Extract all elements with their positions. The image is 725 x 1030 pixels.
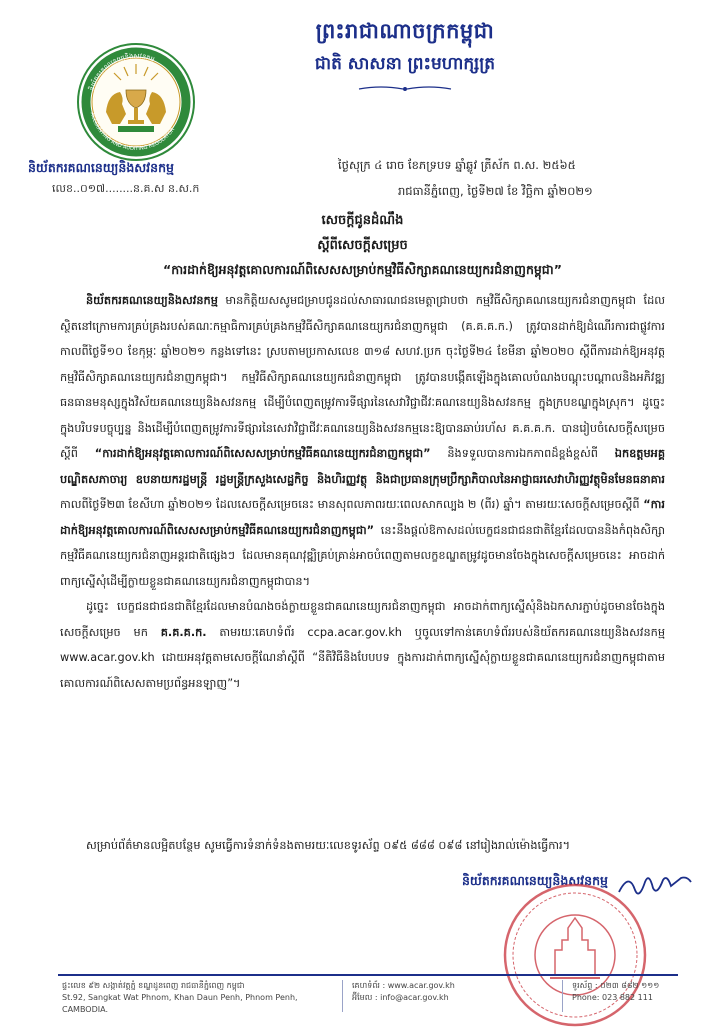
footer-web — [352, 980, 552, 1004]
approver-title: ឯកឧត្តមអគ្គបណ្ឌិតសភាចារ្យ ឧបនាយករដ្ឋមន្ត្រី រដ្ឋមន្ត្រីក្រសួងសេដ្ឋកិច្ច និងហិរញ្ញវត្ថុ និងជាប្រធានក្រុមប្រឹក្សាភិបាលនៃអាជ្ញាធរសេវាហិរញ្ញវត្ថុមិនមែនធនាគារ — [60, 447, 665, 486]
organization-name: និយ័តករគណនេយ្យនិងសវនកម្ម — [28, 160, 174, 175]
ornament-divider — [357, 85, 453, 93]
decision-title-inline: “ការដាក់ឱ្យអនុវត្តគោលការណ៍ពិសេសសម្រាប់កម្មវិធីគណនេយ្យករជំនាញកម្ពុជា” — [94, 447, 431, 460]
svg-text:ACCOUNTING AND AUDITING REGULA: ACCOUNTING AND AUDITING REGULATOR — [88, 111, 177, 153]
signature-organization: និយ័តករគណនេយ្យនិងសវនកម្ម — [462, 873, 608, 888]
footer-separator — [562, 980, 563, 1012]
notice-titles — [0, 212, 725, 281]
lunar-date: ថ្ងៃសុក្រ ៤ រោច ខែភទ្របទ ឆ្នាំឆ្លូវ ត្រីស័ក ព.ស. ២៥៦៥ — [338, 158, 576, 172]
notice-subtitle: ស្តីពីសេចក្តីសម្រេច — [317, 238, 408, 253]
national-motto: ជាតិ សាសនា ព្រះមហាក្សត្រ — [314, 54, 496, 74]
official-stamp — [500, 880, 650, 1030]
footer-phone: ទូរស័ព្ទ : ០២៣ ៨៨២ ១១១ Phone: 023 882 111 — [572, 981, 660, 1002]
org-name-inline: និយ័តករគណនេយ្យនិងសវនកម្ម — [86, 294, 218, 307]
acar-seal-logo — [76, 42, 196, 162]
paragraph-2: ដូច្នេះ បេក្ខជនជាជនជាតិខ្មែរដែលមានបំណងចង់ក្លាយខ្លួនជាគណនេយ្យករជំនាញកម្ពុជា អាចដាក់ពាក្យស្នើសុំនិងឯកសារភ្ជាប់ដូចមានចែងក្នុងសេចក្តីសម្រេច មក គ.គ.គ.ក. តាមរយៈគេហទំព័រ ccpa.acar.gov.kh ឬចូលទៅកាន់គេហទំព័ររបស់និយ័តករគណនេយ្យនិងសវនកម្ម www.acar.gov.kh ដោយអនុវត្តតាមសេចក្តីណែនាំស្តីពី “នីតិវិធីនិងបែបបទ ក្នុងការដាក់ពាក្យស្នើសុំក្លាយខ្លួនជាគណនេយ្យករជំនាញកម្ពុជាតាមគោលការណ៍ពិសេសតាមប្រព័ន្ធអនឡាញ”។ — [60, 600, 665, 690]
reference-number: លេខ..០១៧........ន.គ.ស ន.ស.ក — [52, 182, 200, 195]
footer-divider — [58, 974, 678, 976]
website-link[interactable]: គេហទំព័រ : www.acar.gov.kh — [352, 981, 455, 990]
notice-body — [60, 288, 665, 696]
footer-address: ផ្ទះលេខ ៩២ សង្កាត់វត្តភ្នំ ខណ្ឌដូនពេញ រាជធានីភ្នំពេញ កម្ពុជា St.92, Sangkat Wat Phnom, Khan Daun Penh, Phnom Penh, CAMBODIA. — [62, 981, 298, 1014]
email-link[interactable]: អ៊ីមែល : info@acar.gov.kh — [352, 993, 449, 1002]
paragraph-1: និយ័តករគណនេយ្យនិងសវនកម្ម មានកិត្តិយសសូមជម្រាបជូនដល់សាធារណជនមេត្តាជ្រាបថា កម្មវិធីសិក្សាគណនេយ្យករជំនាញកម្ពុជា ដែលស្ថិតនៅក្រោមការគ្រប់គ្រងរបស់គណៈកម្មាធិការគ្រប់គ្រងកម្មវិធីសិក្សាគណនេយ្យករជំនាញកម្ពុជា (គ.គ.គ.ក.) ត្រូវបានដាក់ឱ្យដំណើរការជាផ្លូវការ កាលពីថ្ងៃទី១០ ខែកុម្ភៈ ឆ្នាំ២០២១ កន្លងទៅនេះ ស្របតាមប្រកាសលេខ ៣១៨ សហវ.ប្រក ចុះថ្ងៃទី២៤ ខែមីនា ឆ្នាំ២០២០ ស្តីពីការដាក់ឱ្យអនុវត្តកម្មវិធីសិក្សាគណនេយ្យករជំនាញកម្ពុជា។ កម្មវិធីសិក្សាគណនេយ្យករជំនាញកម្ពុជា ត្រូវបានបង្កើតឡើងក្នុងគោលបំណងបណ្តុះបណ្តាលនិងអភិវឌ្ឍធនធានមនុស្សក្នុងវិស័យគណនេយ្យនិងសវនកម្ម ដើម្បីបំពេញតម្រូវការទីផ្សារនៃសេវាវិជ្ជាជីវៈគណនេយ្យនិងសវនកម្ម ក្នុងក្របខណ្ឌក្នុងស្រុក។ ដូច្នេះ ក្នុងបរិបទបច្ចុប្បន្ន និងដើម្បីបំពេញតម្រូវការទីផ្សារនៃសេវាវិជ្ជាជីវៈគណនេយ្យនិងសវនកម្មនេះឱ្យបានឆាប់រហ័ស គ.គ.គ.ក. បានរៀបចំសេចក្តីសម្រេចស្តីពី “ការដាក់ឱ្យអនុវត្តគោលការណ៍ពិសេសសម្រាប់កម្មវិធីគណនេយ្យករជំនាញកម្ពុជា” និងទទួលបានការឯកភាពដ៏ខ្ពង់ខ្ពស់ពី ឯកឧត្តមអគ្គបណ្ឌិតសភាចារ្យ ឧបនាយករដ្ឋមន្ត្រី រដ្ឋមន្ត្រីក្រសួងសេដ្ឋកិច្ច និងហិរញ្ញវត្ថុ និងជាប្រធានក្រុមប្រឹក្សាភិបាលនៃអាជ្ញាធរសេវាហិរញ្ញវត្ថុមិនមែនធនាគារ កាលពីថ្ងៃទី២៣ ខែសីហា ឆ្នាំ២០២១ ដែលសេចក្តីសម្រេចនេះ មានសុពលភាពរយៈពេលសាកល្បង ២ (ពីរ) ឆ្នាំ។ តាមរយៈសេចក្តីសម្រេចស្តីពី “ការដាក់ឱ្យអនុវត្តគោលការណ៍ពិសេសសម្រាប់កម្មវិធីគណនេយ្យករជំនាញកម្ពុជា” នេះនឹងផ្តល់ឱកាសដល់បេក្ខជនជាជនជាតិខ្មែរដែលបាននិងកំពុងសិក្សាកម្មវិធីគណនេយ្យករជំនាញអន្តរជាតិផ្សេងៗ ដែលមានគុណវុឌ្ឍិគ្រប់គ្រាន់អាចបំពេញតាមលក្ខខណ្ឌតម្រូវដូចមានចែងក្នុងសេចក្តីសម្រេចនេះ អាចដាក់ពាក្យស្នើសុំដើម្បីក្លាយខ្លួនជាគណនេយ្យករជំនាញកម្ពុជាបាន។ — [60, 294, 665, 588]
kingdom-header — [230, 18, 580, 97]
kingdom-title: ព្រះរាជាណាចក្រកម្ពុជា — [315, 18, 495, 43]
footer-separator — [342, 980, 343, 1012]
contact-info: សម្រាប់ព័ត៌មានលម្អិតបន្ថែម សូមធ្វើការទំនាក់ទំនងតាមរយៈលេខទូរស័ព្ទ ០៩៥ ៨៨៨ ០៩៨ នៅរៀងរាល់ម៉ោងធ្វើការ។ — [86, 839, 571, 852]
svg-text:និយ័តករគណនេយ្យនិងសវនកម្ម: និយ័តករគណនេយ្យនិងសវនកម្ម — [87, 51, 156, 92]
decision-title-inline-2: “ការដាក់ឱ្យអនុវត្តគោលការណ៍ពិសេសសម្រាប់កម្មវិធីគណនេយ្យករជំនាញកម្ពុជា” — [60, 498, 665, 537]
solar-date: រាជធានីភ្នំពេញ, ថ្ងៃទី២៧ ខែ វិច្ឆិកា ឆ្នាំ២០២១ — [398, 184, 593, 198]
decision-title: “ការដាក់ឱ្យអនុវត្តគោលការណ៍ពិសេសសម្រាប់កម្មវិធីសិក្សាគណនេយ្យករជំនាញកម្ពុជា” — [163, 262, 562, 277]
committee-abbrev: គ.គ.គ.ក. — [160, 625, 207, 639]
notice-title: សេចក្តីជូនដំណឹង — [321, 213, 404, 228]
